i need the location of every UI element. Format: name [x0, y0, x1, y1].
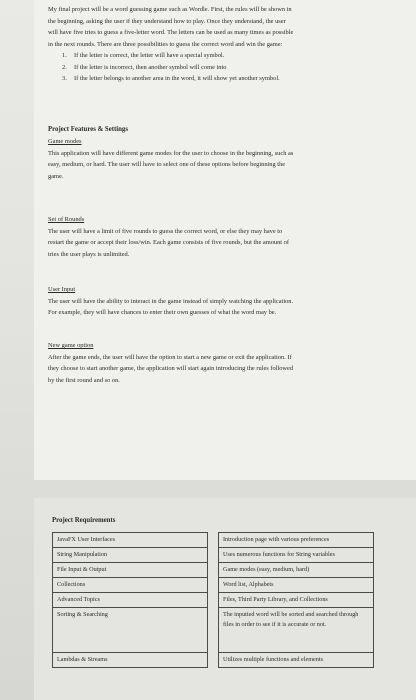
section-game-modes: [48, 136, 378, 182]
section-user-input: [48, 284, 378, 319]
table-row: [53, 608, 374, 653]
section-title: Set of Rounds: [48, 216, 85, 223]
section-line: restart the game or accept their loss/win. Each game consists of five rounds, but the amount of: [48, 239, 289, 246]
intro-line: My final project will be a word guessing game such as Wordle. First, the rules will be shown in: [48, 6, 292, 13]
requirements-heading: Project Requirements: [52, 517, 116, 524]
section-line: they choose to start another game, the application will start again introducing the rules followed: [48, 365, 294, 372]
section-line: The user will have a limit of five rounds to guess the correct word, or else they may have to: [48, 227, 283, 235]
section-line: The user will have the ability to interact in the game instead of simply watching the application.: [48, 297, 294, 305]
implementation-cell: Introduction page with various preferences: [219, 533, 374, 548]
table-row: [53, 653, 374, 668]
section-line: by the first round and so on.: [48, 376, 120, 384]
section-new-game-option: [48, 340, 378, 386]
list-text: If the letter is correct, the letter will have a special symbol.: [74, 52, 225, 59]
implementation-cell: Utilizes multiple functions and elements: [219, 653, 374, 668]
section-line: easy, medium, or hard. The user will have to select one of these options before beginning the: [48, 161, 286, 168]
implementation-cell: Game modes (easy, medium, hard): [219, 563, 374, 578]
requirement-cell: Sorting & Searching: [53, 608, 208, 653]
list-number: 2.: [62, 63, 67, 71]
requirements-table: [52, 532, 374, 668]
features-heading: Project Features & Settings: [48, 126, 128, 133]
requirement-cell: File Input & Output: [53, 563, 208, 578]
requirement-cell: JavaFX User Interfaces: [53, 533, 208, 548]
table-row: [53, 563, 374, 578]
section-line: tries the user plays is unlimited.: [48, 250, 130, 258]
requirement-cell: Collections: [53, 578, 208, 593]
table-row: [53, 548, 374, 563]
intro-line: in the next rounds. There are three possibilities to guess the correct word and win the game:: [48, 40, 283, 48]
table-row: [53, 533, 374, 548]
list-text: If the letter is incorrect, then another symbol will come into: [74, 63, 227, 71]
list-text: If the letter belongs to another area in the word, it will show yet another symbol.: [74, 75, 280, 82]
section-line: After the game ends, the user will have the option to start a new game or exit the application. If: [48, 353, 292, 361]
section-line: This application will have different game modes for the user to choose in the beginning, such as: [48, 149, 294, 157]
table-row: [53, 578, 374, 593]
requirement-cell: Lambdas & Streams: [53, 653, 208, 668]
implementation-cell: Uses numerous functions for String variables: [219, 548, 374, 563]
section-title: User Input: [48, 286, 76, 293]
list-item: [62, 73, 378, 85]
intro-line: the beginning, asking the user if they understand how to play. Once they understand, the user: [48, 17, 286, 25]
implementation-cell: Word list, Alphabets: [219, 578, 374, 593]
list-number: 1.: [62, 52, 67, 59]
section-set-of-rounds: [48, 214, 378, 260]
table-row: [53, 593, 374, 608]
implementation-cell: The inputted word will be sorted and searched through files in order to see if it is accurate or not.: [219, 608, 374, 653]
intro-line: will have five tries to guess a five-letter word. The letters can be used as many times as possible: [48, 29, 294, 36]
section-title: Game modes: [48, 138, 82, 145]
section-title: New game option: [48, 342, 94, 349]
section-line: game.: [48, 172, 64, 180]
list-item: [62, 62, 378, 74]
section-line: For example, they will have chances to enter their own guesses of what the word may be.: [48, 309, 277, 316]
rules-list: [48, 50, 378, 85]
requirement-cell: String Manipulation: [53, 548, 208, 563]
intro-block: [48, 4, 378, 85]
implementation-cell: Files, Third Party Library, and Collections: [219, 593, 374, 608]
requirement-cell: Advanced Topics: [53, 593, 208, 608]
list-item: [62, 50, 378, 62]
list-number: 3.: [62, 75, 67, 82]
